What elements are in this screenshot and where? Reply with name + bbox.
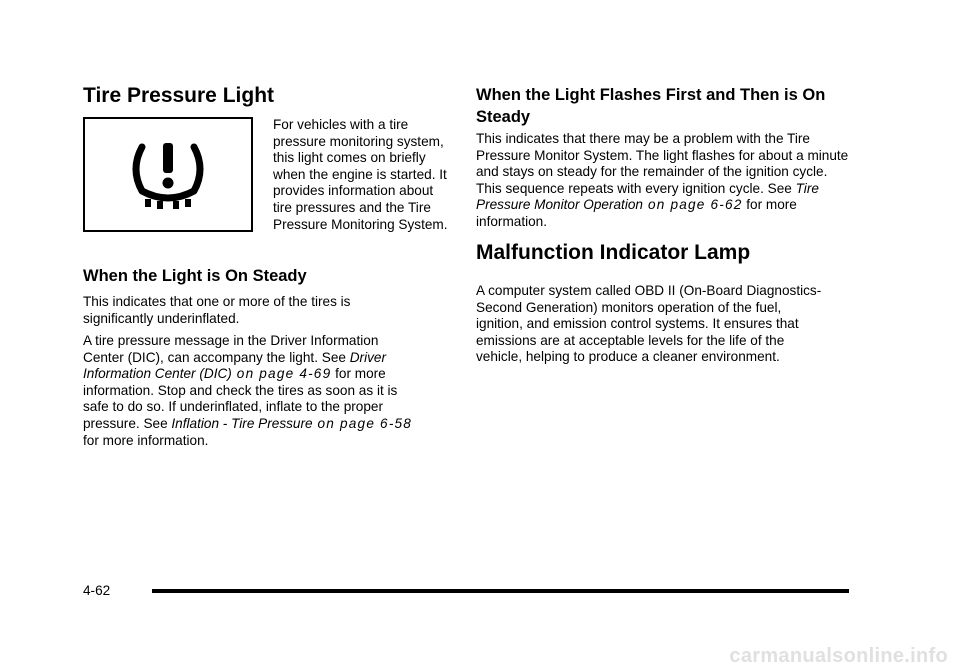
tpms-page-reference[interactable]: on page 6-62 [642,197,743,213]
light-on-steady-paragraph-2 [83,333,418,449]
footer-rule [152,589,849,593]
tpms-operation-reference-link[interactable]: Tire Pressure Monitor Operation [476,180,819,213]
light-flashes-heading: When the Light Flashes First and Then is On Steady [476,86,826,127]
light-flashes-paragraph [476,131,851,231]
text-span: A tire pressure message in the Driver Information Center (DIC), can accompany the light. See [83,333,379,365]
text-span: for more information. Stop and check the tires as soon as it is safe to do so. If underinflated, inflate to the proper pressure. See [83,366,398,431]
page-number: 4-62 [83,583,111,598]
inflation-page-reference[interactable]: on page 6-58 [312,415,413,431]
text-span: This indicates that there may be a problem with the Tire Pressure Monitor System. The light flashes for about a minute and stays on steady for the remainder of the ignition cycle. This sequence repeats with every ignition cycle. See [476,131,849,196]
tire-pressure-intro: For vehicles with a tire pressure monitoring system, this light comes on briefly when the engine is started. It provides information about tire pressures and the Tire Pressure Monitoring System. [273,117,448,232]
malfunction-indicator-lamp-title: Malfunction Indicator Lamp [476,241,751,264]
light-on-steady-heading: When the Light is On Steady [83,267,307,285]
light-on-steady-paragraph-1: This indicates that one or more of the tires is significantly underinflated. [83,294,351,326]
inflation-reference-link[interactable]: Inflation - Tire Pressure [171,415,313,431]
watermark: carmanualsonline.info [729,645,948,667]
text-span: for more information. [476,197,797,229]
tire-pressure-light-title: Tire Pressure Light [83,84,275,107]
tire-pressure-warning-icon [128,139,208,211]
dic-reference-link[interactable]: Driver Information Center (DIC) [83,349,386,382]
tire-pressure-icon-box [83,117,253,232]
malfunction-indicator-paragraph: A computer system called OBD II (On-Board Diagnostics-Second Generation) monitors operation of the fuel, ignition, and emission control systems. It ensures that emissions are at acceptable levels for the life of the vehicle, helping to produce a cleaner environment. [476,283,822,365]
dic-page-reference[interactable]: on page 4-69 [231,366,332,382]
text-span: for more information. [83,432,209,448]
